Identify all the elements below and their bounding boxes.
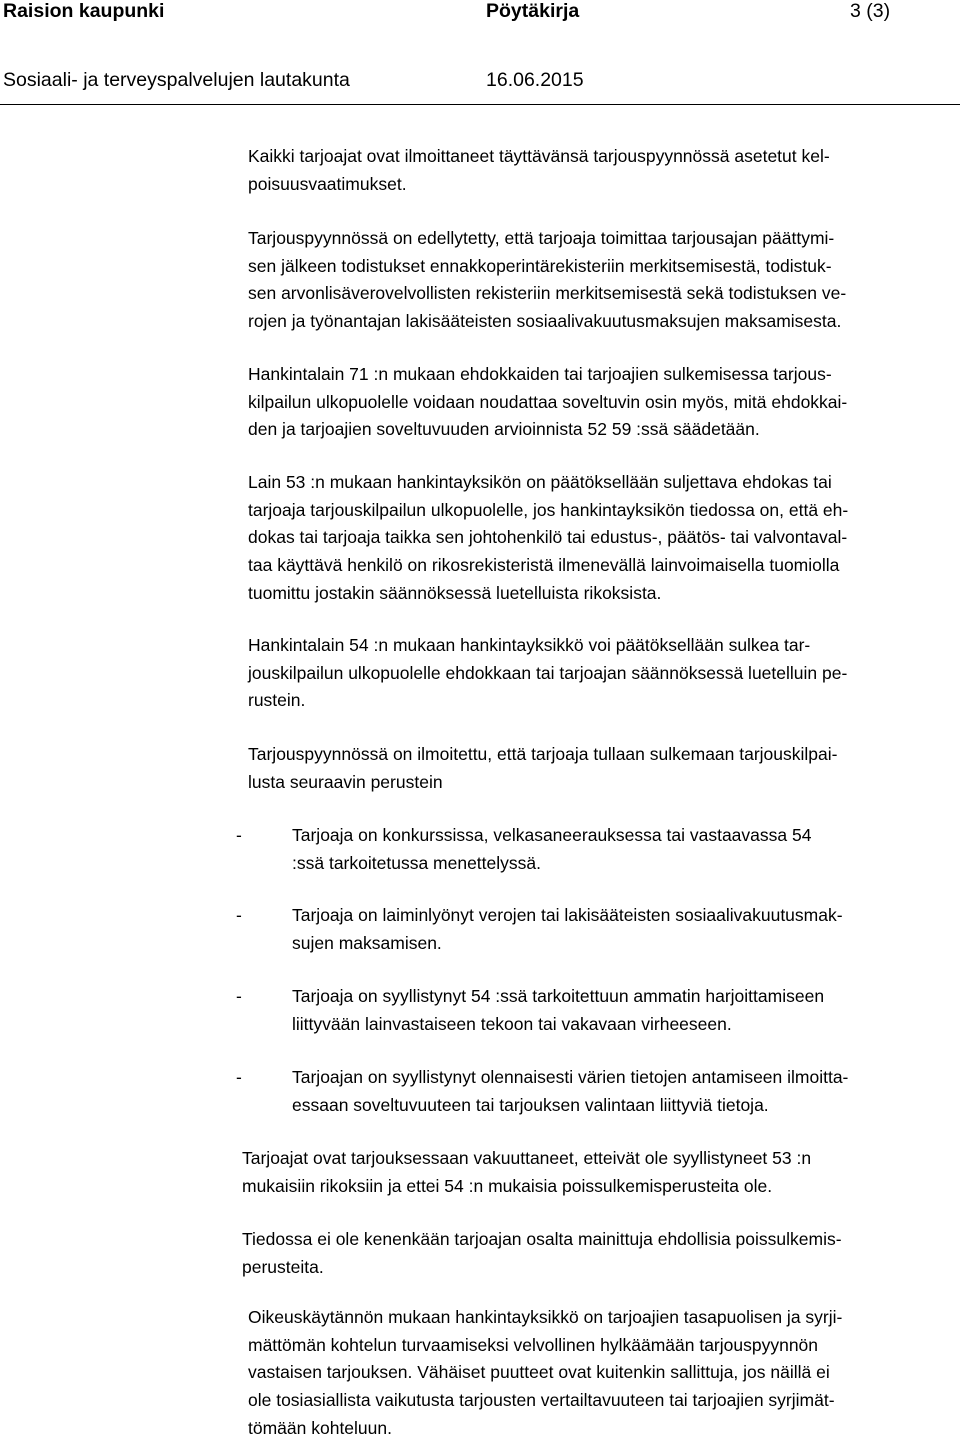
text-line: Tarjoajat ovat tarjouksessaan vakuuttaneet, etteivät ole syyllistyneet 53 :n	[242, 1148, 812, 1168]
text-line: Tarjouspyynnössä on ilmoitettu, että tarjoaja tullaan sulkemaan tarjouskilpai-	[248, 744, 838, 764]
meeting-date: 16.06.2015	[486, 69, 584, 91]
text-line: sujen maksamisen.	[292, 932, 442, 953]
text-line: liittyvään lainvastaiseen tekoon tai vakavaan virheeseen.	[292, 1013, 732, 1034]
list-bullet: -	[236, 1067, 242, 1087]
text-line: perusteita.	[242, 1256, 324, 1277]
paragraph-no-grounds	[242, 1226, 954, 1281]
text-line: lusta seuraavin perustein	[248, 771, 443, 792]
text-line: tuomittu jostakin säännöksessä luetelluista rikoksista.	[248, 582, 662, 603]
header-divider	[0, 104, 960, 105]
text-line: tömään kohteluun.	[248, 1417, 392, 1438]
text-line: Hankintalain 54 :n mukaan hankintayksikkö voi päätöksellään sulkea tar-	[248, 635, 811, 655]
text-line: Kaikki tarjoajat ovat ilmoittaneet täyttävänsä tarjouspyynnössä asetetut kel-	[248, 146, 830, 166]
organization-name: Raision kaupunki	[3, 0, 165, 22]
text-line: rustein.	[248, 690, 306, 711]
list-bullet: -	[236, 905, 242, 925]
text-line: mättömän kohtelun turvaamiseksi velvollinen hylkäämään tarjouspyynnön	[248, 1334, 819, 1355]
text-line: Tarjoaja on syyllistynyt 54 :ssä tarkoitettuun ammatin harjoittamiseen	[292, 986, 825, 1006]
text-line: essaan soveltuvuuteen tai tarjouksen valintaan liittyviä tietoja.	[292, 1094, 769, 1115]
text-line: poisuusvaatimukset.	[248, 173, 407, 194]
text-line: Tarjoaja on konkurssissa, velkasaneerauksessa tai vastaavassa 54	[292, 825, 812, 845]
text-line: den ja tarjoajien soveltuvuuden arvioinnista 52 59 :ssä säädetään.	[248, 419, 760, 440]
text-line: dokas tai tarjoaja taikka sen johtohenkilö tai edustus-, päätös- tai valvontaval-	[248, 527, 848, 548]
text-line: :ssä tarkoitetussa menettelyssä.	[292, 852, 541, 873]
text-line: rojen ja työnantajan lakisääteisten sosiaalivakuutusmaksujen maksamisesta.	[248, 311, 842, 332]
text-line: taa käyttävä henkilö on rikosrekisteristä ilmenevällä lainvoimaisella tuomiolla	[248, 555, 840, 576]
list-bullet: -	[236, 825, 242, 845]
list-item	[292, 822, 952, 877]
committee-name: Sosiaali- ja terveyspalvelujen lautakunta	[3, 69, 350, 91]
text-line: Oikeuskäytännön mukaan hankintayksikkö on tarjoajien tasapuolisen ja syrji-	[248, 1307, 843, 1327]
text-line: Tarjouspyynnössä on edellytetty, että tarjoaja toimittaa tarjousajan päättymi-	[248, 228, 835, 248]
list-bullet: -	[236, 986, 242, 1006]
list-item	[292, 983, 952, 1038]
paragraph-bidder-declaration	[242, 1145, 954, 1200]
list-item	[292, 902, 952, 957]
paragraph-section-54	[248, 632, 960, 715]
paragraph-certificates	[248, 225, 960, 336]
text-line: Hankintalain 71 :n mukaan ehdokkaiden tai tarjoajien sulkemisessa tarjous-	[248, 364, 832, 384]
text-line: tarjoaja tarjouskilpailun ulkopuolelle, jos hankintayksikön tiedossa on, että eh-	[248, 499, 849, 520]
paragraph-exclusion-intro	[248, 741, 960, 796]
paragraph-section-53	[248, 469, 960, 608]
document-type: Pöytäkirja	[486, 0, 580, 22]
text-line: vastaisen tarjouksen. Vähäiset puutteet ovat kuitenkin sallittuja, jos näillä ei	[248, 1362, 830, 1383]
text-line: Lain 53 :n mukaan hankintayksikön on päätöksellään suljettava ehdokas tai	[248, 472, 832, 492]
text-line: Tarjoaja on laiminlyönyt verojen tai lakisääteisten sosiaalivakuutusmak-	[292, 905, 843, 925]
text-line: jouskilpailun ulkopuolelle ehdokkaan tai tarjoajan säännöksessä luetelluin pe-	[248, 662, 848, 683]
text-line: Tiedossa ei ole kenenkään tarjoajan osalta mainittuja ehdollisia poissulkemis-	[242, 1229, 842, 1249]
text-line: sen arvonlisäverovelvollisten rekisteriin merkitsemisestä sekä todistuksen ve-	[248, 283, 847, 304]
paragraph-eligibility	[248, 143, 960, 198]
paragraph-case-law	[248, 1304, 960, 1443]
text-line: ole tosiasiallista vaikutusta tarjousten vertailtavuuteen tai tarjoajien syrjimät-	[248, 1390, 835, 1411]
paragraph-section-71	[248, 361, 960, 444]
list-item	[292, 1064, 952, 1119]
text-line: sen jälkeen todistukset ennakkoperintärekisteriin merkitsemisestä, todistuk-	[248, 255, 832, 276]
page-number: 3 (3)	[850, 0, 891, 22]
text-line: Tarjoajan on syyllistynyt olennaisesti värien tietojen antamiseen ilmoitta-	[292, 1067, 849, 1087]
text-line: mukaisiin rikoksiin ja ettei 54 :n mukaisia poissulkemisperusteita ole.	[242, 1175, 773, 1196]
text-line: kilpailun ulkopuolelle voidaan noudattaa soveltuvin osin myös, mitä ehdokkai-	[248, 391, 848, 412]
